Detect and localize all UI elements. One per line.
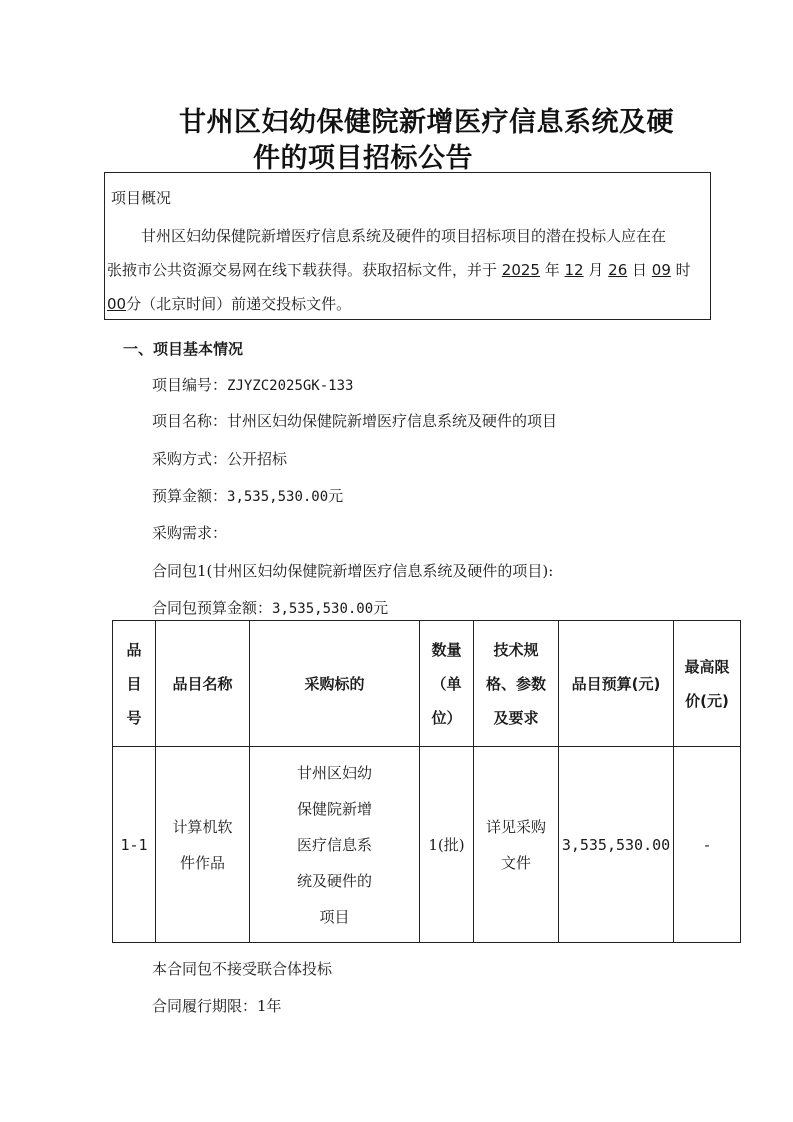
project-name-row <box>152 410 557 431</box>
procurement-method-row <box>152 448 287 469</box>
procurement-items-table <box>112 620 741 943</box>
deadline-year-unit: 年 <box>539 261 565 279</box>
contract-package-description: 合同包1(甘州区妇幼保健院新增医疗信息系统及硬件的项目): <box>152 562 554 580</box>
overview-line-2-text: 张掖市公共资源交易网在线下载获得。获取招标文件，并于 <box>107 261 502 279</box>
deadline-hour-unit: 时 <box>670 261 691 279</box>
row-specifications: 详见采购 文件 <box>474 747 559 943</box>
deadline-hour: 09 <box>651 261 671 279</box>
package-budget-value: 3,535,530.00 <box>272 601 374 617</box>
deadline-minute: 00 <box>107 295 127 313</box>
budget-value: 3,535,530.00 <box>227 489 329 505</box>
row-max-price: - <box>674 747 741 943</box>
table-row <box>113 747 741 943</box>
deadline-day: 26 <box>608 261 628 279</box>
header-item-name: 品目名称 <box>156 621 250 747</box>
header-quantity: 数量 （单 位） <box>420 621 474 747</box>
overview-line-3-text: 分（北京时间）前递交投标文件。 <box>126 295 352 313</box>
budget-row <box>152 485 343 506</box>
section-heading-basic-info: 一、项目基本情况 <box>123 340 244 358</box>
row-quantity: 1(批) <box>420 747 474 943</box>
procurement-method-value: 公开招标 <box>227 450 288 468</box>
contract-period-value: 1年 <box>257 997 282 1015</box>
row-item-budget: 3,535,530.00 <box>559 747 674 943</box>
project-number-row <box>152 374 353 395</box>
header-max-price: 最高限 价(元) <box>674 621 741 747</box>
deadline-year: 2025 <box>501 261 540 279</box>
package-budget-unit: 元 <box>373 599 389 617</box>
row-item-name: 计算机软 件作品 <box>156 747 250 943</box>
procurement-method-label: 采购方式： <box>152 450 228 468</box>
project-name-label: 项目名称： <box>152 412 228 430</box>
project-overview-box <box>104 172 711 320</box>
header-specifications: 技术规 格、参数 及要求 <box>474 621 559 747</box>
overview-line-2 <box>107 253 691 287</box>
overview-line-3 <box>107 287 351 321</box>
procurement-needs-label: 采购需求： <box>152 524 228 542</box>
header-procurement-target: 采购标的 <box>250 621 420 747</box>
package-budget-row <box>152 597 388 618</box>
overview-heading: 项目概况 <box>111 189 172 207</box>
document-title-line-1: 甘州区妇幼保健院新增医疗信息系统及硬 <box>179 107 674 138</box>
budget-unit: 元 <box>328 487 344 505</box>
budget-label: 预算金额： <box>152 487 228 505</box>
document-title-line-2: 件的项目招标公告 <box>253 143 473 174</box>
deadline-day-unit: 日 <box>627 261 652 279</box>
contract-period-label: 合同履行期限： <box>152 997 258 1015</box>
project-number-value: ZJYZC2025GK-133 <box>227 378 354 394</box>
deadline-month-unit: 月 <box>583 261 609 279</box>
package-budget-label: 合同包预算金额： <box>152 599 273 617</box>
overview-line-1: 甘州区妇幼保健院新增医疗信息系统及硬件的项目招标项目的潜在投标人应在在 <box>141 227 667 245</box>
row-procurement-target: 甘州区妇幼 保健院新增 医疗信息系 统及硬件的 项目 <box>250 747 420 943</box>
header-item-budget: 品目预算(元) <box>559 621 674 747</box>
contract-period-row <box>152 995 282 1016</box>
deadline-month: 12 <box>564 261 584 279</box>
consortium-note: 本合同包不接受联合体投标 <box>152 960 333 978</box>
project-number-label: 项目编号： <box>152 376 228 394</box>
header-item-number: 品 目 号 <box>113 621 156 747</box>
table-header-row <box>113 621 741 747</box>
project-name-value: 甘州区妇幼保健院新增医疗信息系统及硬件的项目 <box>227 412 558 430</box>
row-item-number: 1-1 <box>113 747 156 943</box>
